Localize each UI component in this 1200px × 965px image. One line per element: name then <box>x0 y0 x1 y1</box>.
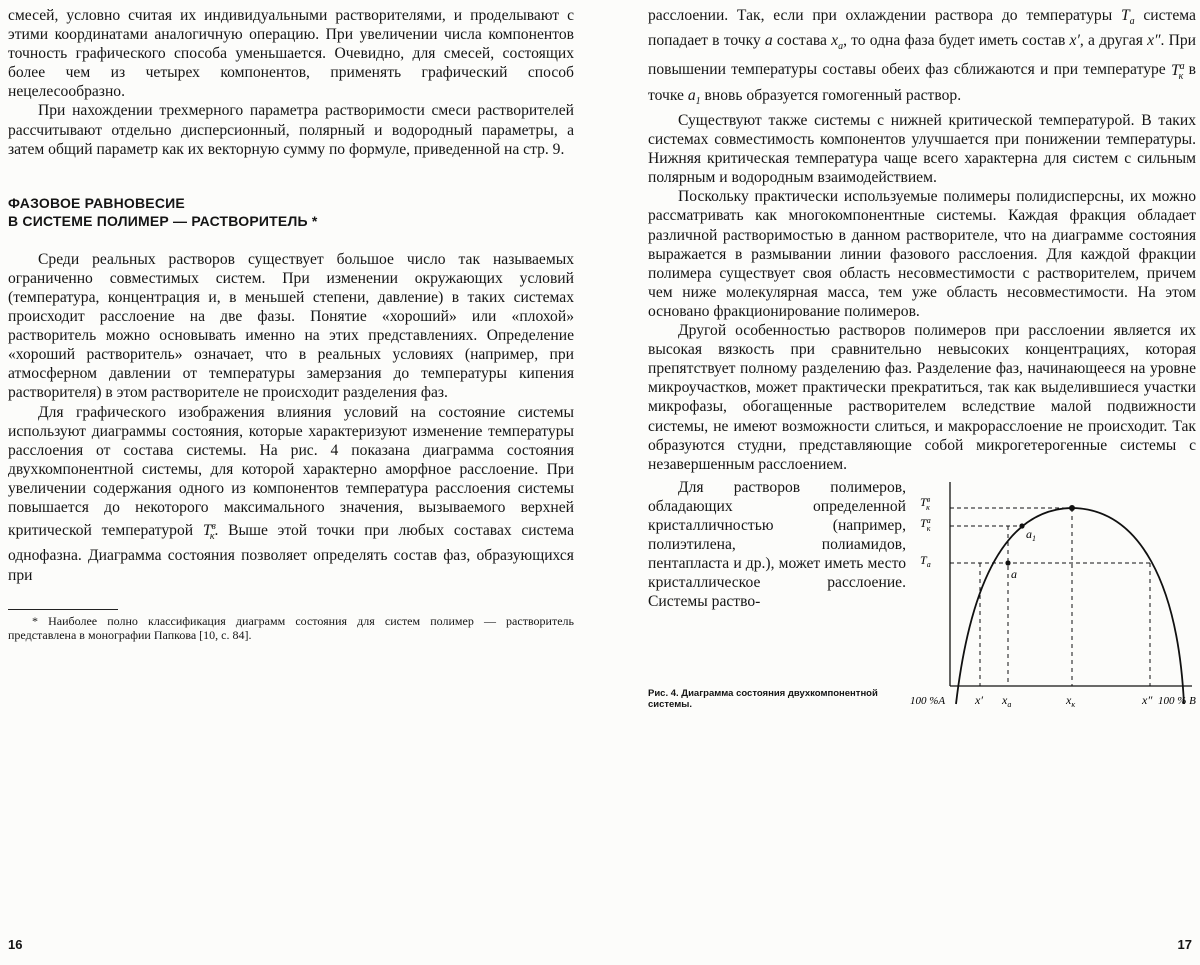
figure-caption: Рис. 4. Диаграмма состояния двухкомпонентной системы. <box>648 687 878 710</box>
footnote-divider <box>8 609 118 610</box>
symbol-tk-a: $T^а_к$ <box>1170 60 1185 82</box>
section-heading <box>8 194 574 230</box>
figure-block <box>648 478 1196 728</box>
label-x-prime: x′ <box>975 692 983 707</box>
symbol-xa-sub: a <box>838 41 844 53</box>
r1-text-b: система попадает в точку <box>648 7 1196 50</box>
paragraph-3: Среди реальных растворов существует большое число так называемых ограниченно совместимых систем. При изменении окружающих условий (температура, концентрация и, в меньшей степени, давление) в таких системах происходит расслоение на две фазы. Понятие «хороший» или «плохой» растворитель можно основывать именно на этих представлениях. Определение «хороший растворитель» означает, что в реальных условиях (например, при атмосферном давлении от температуры замерзания до температуры кипения растворителя) в этом растворителе не происходит разделения фаз. <box>8 250 574 402</box>
paragraph-2: При нахождении трехмерного параметра растворимости смеси растворителей рассчитывают отдельно дисперсионный, полярный и водородный параметры, а затем общий параметр как их векторную сумму по формуле, приведенной на стр. 9. <box>8 102 574 158</box>
r1-text-h: вновь образуется гомогенный раствор. <box>700 86 962 104</box>
point-a-ref: a <box>764 32 773 50</box>
symbol-x-dprime: x″ <box>1147 32 1161 50</box>
r1-text-a: расслоении. Так, если при охлаждении раствора до температуры <box>648 7 1121 24</box>
symbol-tk-sub: к <box>209 531 215 543</box>
symbol-a1: $a_1$ <box>687 86 701 107</box>
label-x-dprime: x″ <box>1142 692 1153 707</box>
paragraph-4-part-1: Для графического изображения влияния условий на состояние системы используют диаграммы состояния, которые характеризуют изменение температуры расслоения от состава системы. На рис. 4 показана диаграмма состояния двухкомпонентной системы, для которой характерно аморфное расслоение. При увеличении содержания одного из компонентов температура расслоения системы повышается до некоторого максимального значения, вызываемого верхней критической температурой <box>8 403 574 540</box>
label-x-a: $x_a$ <box>1002 692 1012 709</box>
section-heading-line-1: ФАЗОВОЕ РАВНОВЕСИЕ <box>8 194 185 211</box>
phase-diagram-figure <box>910 474 1196 714</box>
paragraph-r4: Другой особенностью растворов полимеров при расслоении является их высокая вязкость при сравнительно невысоких концентрациях, которая препятствует полному разделению фаз. Разделение фаз, начинающееся на уровне микроучастков, может практически прекратиться, так как выделившиеся участки микрофазы, обогащенные растворителем вследствие малой подвижности системы, не имеют возможности слиться, и макрорасслоение не происходит. Так образуются студни, представляющие собой микрогетерогенные системы с незавершенным расслоением. <box>648 322 1196 473</box>
symbol-tk-sup: в <box>211 521 216 533</box>
label-100-a: 100 %A <box>910 694 946 707</box>
r1-text-e: , а другая <box>1079 32 1148 50</box>
figure-wrap-text <box>648 478 906 612</box>
label-ta: $T_a$ <box>920 552 931 569</box>
r1-text-d: , то одна фаза будет иметь состав <box>843 32 1070 50</box>
paragraph-4 <box>8 403 574 585</box>
symbol-tk-a-sup: а <box>1179 60 1185 72</box>
symbol-ta-sub: a <box>1129 16 1135 28</box>
symbol-tk-a-sub: к <box>1178 70 1184 82</box>
symbol-a1-sub: 1 <box>695 95 701 107</box>
symbol-ta: $T_a$ <box>1120 7 1135 28</box>
paragraph-r1 <box>648 6 1196 111</box>
r1-text-c: состава <box>772 32 832 50</box>
paragraph-4-part-2: . Выше этой точки при любых составах система однофазна. Диаграмма состояния позволяет определять состав фаз, образующихся при <box>8 522 574 584</box>
r1-text-g: в точке <box>648 61 1196 104</box>
paragraph-r3: Поскольку практически используемые полимеры полидисперсны, их можно рассматривать как многокомпонентные системы. Каждая фракция обладает различной растворимостью в данном растворителе, что на диаграмме состояния выражается в размывании линии фазового расслоения. Для каждой фракции полимера существует своя область несовместимости с растворителем, причем чем ниже молекулярная масса, тем уже область несовместимости. На этом основано фракционирование полимеров. <box>648 188 1196 320</box>
label-100-b: 100 % B <box>1158 694 1196 707</box>
footnote: * Наиболее полно классификация диаграмм состояния для систем полимер — растворитель представлена в монографии Папкова [10, с. 84]. <box>8 613 574 642</box>
point-a1 <box>1019 523 1024 528</box>
paragraph-r2: Существуют также системы с нижней критической температурой. В таких системах совместимость компонентов улучшается при понижении температуры. Нижняя критическая температура чаще всего характерна для систем с сильным полярным и водородным взаимодействием. <box>648 112 1196 187</box>
label-tk-upper: $T^в$ к <box>920 494 931 512</box>
symbol-x-prime: x′ <box>1069 32 1080 50</box>
paragraph-r5: Для растворов полимеров, обладающих определенной кристалличностью (например, полиэтилена, полиамидов, пентапласта и др.), может иметь место кристаллическое расслоение. Системы раство- <box>648 478 906 611</box>
section-heading-line-2: В СИСТЕМЕ ПОЛИМЕР — РАСТВОРИТЕЛЬ * <box>8 212 318 229</box>
label-tk-a: $T^а$ к <box>920 515 931 533</box>
symbol-xa: $x_a$ <box>831 32 844 53</box>
critical-point <box>1069 505 1075 511</box>
r1-text-f: . При повышении температуры составы обеих фаз сближаются и при температуре <box>648 32 1197 79</box>
page-number-right: 17 <box>1177 937 1192 952</box>
left-page <box>8 6 574 958</box>
label-x-k: $x_к$ <box>1066 692 1076 709</box>
page-number-left: 16 <box>8 937 23 952</box>
point-a <box>1005 560 1010 565</box>
symbol-tk <box>202 521 216 543</box>
label-a: a <box>1011 566 1017 581</box>
right-page <box>648 6 1196 958</box>
label-a1: $a_1$ <box>1026 526 1036 543</box>
paragraph-1: смесей, условно считая их индивидуальными растворителями, и проделывают с этими координатами аналогичную операцию. При увеличении числа компонентов точность графического способа уменьшается. Очевидно, для смесей, состоящих более чем из четырех компонентов, применять графический способ нецелесообразно. <box>8 7 574 101</box>
symbol-tk-base: T <box>202 522 212 540</box>
